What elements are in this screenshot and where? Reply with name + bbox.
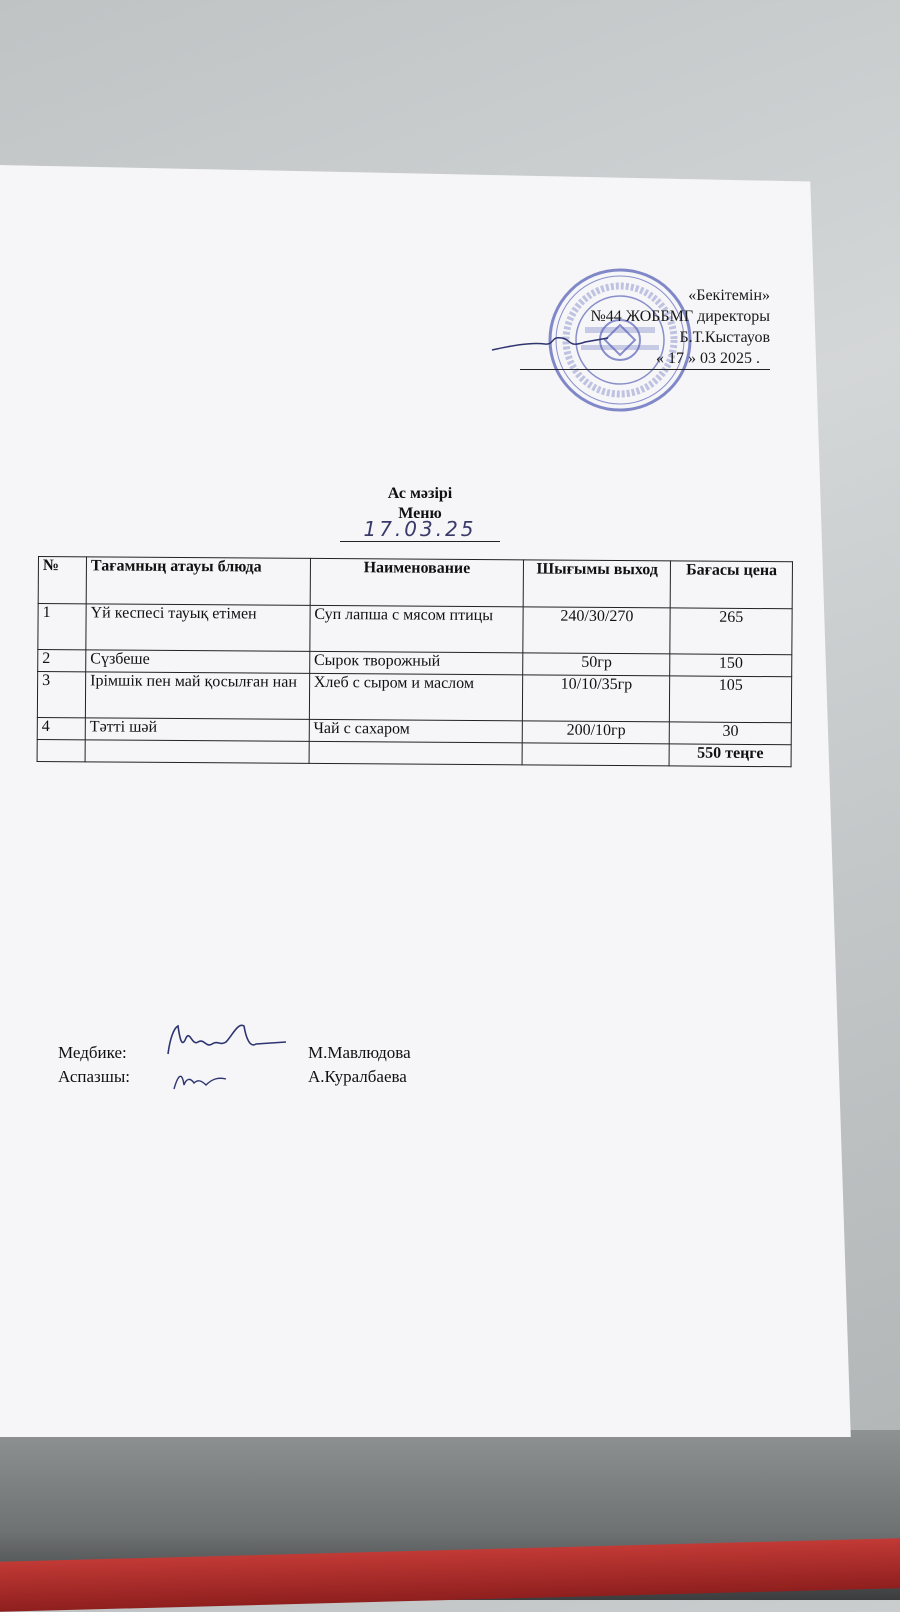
director-signature-icon — [490, 328, 610, 358]
table-row — [37, 672, 791, 723]
approval-date: « 17 » 03 2025 . — [520, 348, 770, 370]
table-total-row — [37, 739, 791, 766]
row-name-ru: Чай с сахаром — [309, 719, 523, 742]
nurse-name: М.Мавлюдова — [308, 1043, 411, 1062]
nurse-signature-icon — [160, 1018, 290, 1063]
total-empty-cell — [37, 739, 85, 761]
approval-heading: «Бекітемін» — [688, 287, 770, 304]
nurse-role: Медбике: — [58, 1043, 127, 1062]
total-empty-cell — [522, 743, 669, 766]
cook-role: Аспазшы: — [58, 1067, 130, 1086]
row-num: 1 — [38, 604, 86, 650]
menu-date: 17.03.25 — [340, 517, 500, 542]
row-output: 240/30/270 — [523, 607, 670, 654]
cook-signature-line — [58, 1067, 407, 1087]
row-price: 105 — [670, 676, 792, 723]
menu-title-ru: Меню — [398, 505, 442, 522]
approval-director-name: Б.Т.Кыстауов — [679, 329, 770, 346]
header-price: Бағасы цена — [671, 561, 793, 609]
row-output: 200/10гр — [522, 721, 669, 744]
cook-name: А.Куралбаева — [308, 1067, 407, 1086]
row-name-kz: Сүзбеше — [86, 650, 310, 674]
row-name-ru: Сырок творожный — [309, 651, 523, 674]
header-name-kz: Тағамның атауы блюда — [86, 557, 310, 606]
row-name-ru: Хлеб с сыром и маслом — [309, 673, 523, 720]
row-name-ru: Суп лапша с мясом птицы — [310, 605, 524, 652]
total-price: 550 теңге — [669, 744, 791, 767]
menu-table — [37, 556, 793, 767]
row-num: 4 — [37, 717, 85, 739]
row-output: 10/10/35гр — [523, 675, 670, 722]
total-empty-cell — [85, 740, 309, 764]
table-row — [38, 604, 792, 655]
total-empty-cell — [309, 741, 523, 764]
header-name-ru: Наименование — [310, 558, 524, 606]
row-price: 150 — [670, 654, 792, 677]
header-num: № — [38, 557, 86, 604]
row-output: 50гр — [523, 653, 670, 676]
row-price: 265 — [670, 608, 792, 655]
approval-position: №44 ЖОББМГ директоры — [590, 308, 770, 325]
row-num: 3 — [37, 672, 85, 718]
cook-signature-icon — [170, 1065, 230, 1095]
row-price: 30 — [670, 722, 792, 745]
row-name-kz: Үй кеспесі тауық етімен — [86, 604, 310, 652]
header-output: Шығымы выход — [523, 560, 670, 608]
row-num: 2 — [38, 650, 86, 672]
row-name-kz: Тәтті шәй — [85, 718, 309, 742]
row-name-kz: Ірімшік пен май қосылған нан — [85, 672, 309, 720]
table-header-row — [38, 557, 792, 609]
menu-title-kz: Ас мәзірі — [387, 485, 453, 502]
